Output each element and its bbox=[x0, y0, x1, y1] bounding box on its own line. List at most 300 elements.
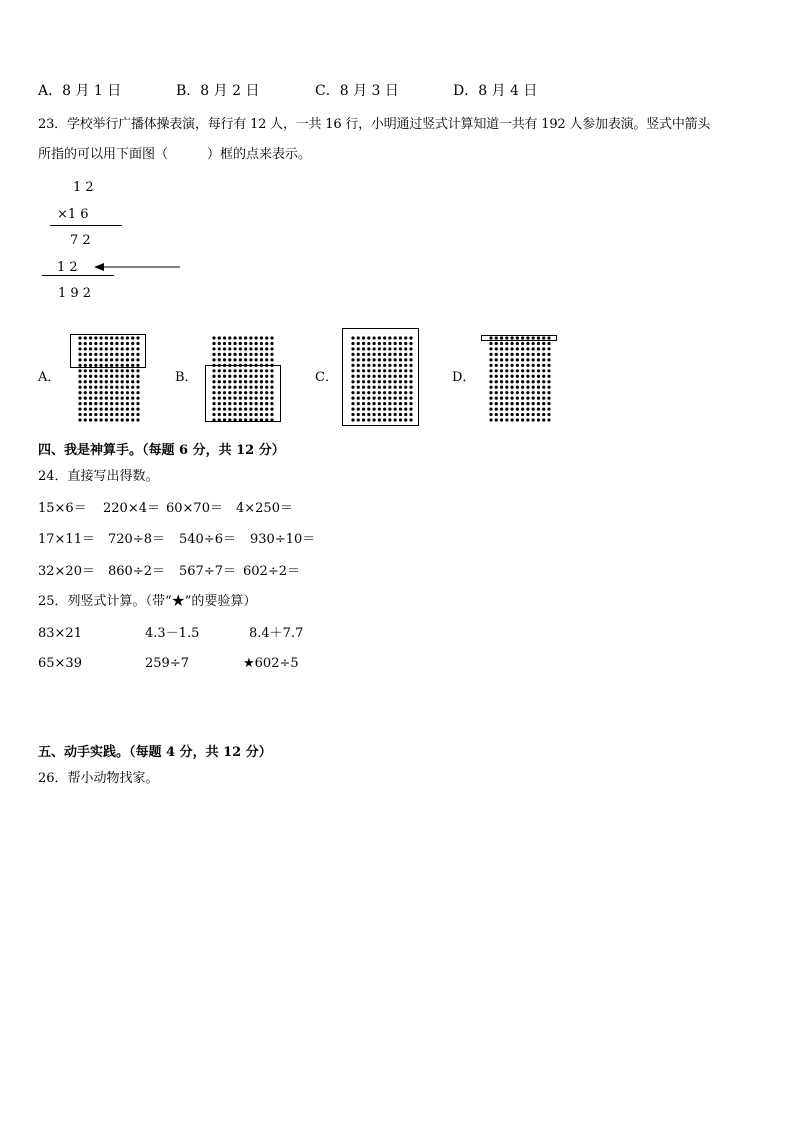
grid-dot bbox=[526, 369, 529, 372]
grid-dot bbox=[510, 358, 513, 361]
calc-r1-2: 220×4＝ bbox=[103, 501, 160, 516]
vertical-row-2: ×1 6 bbox=[57, 207, 89, 222]
grid-dot bbox=[500, 358, 503, 361]
grid-dot bbox=[516, 407, 519, 410]
grid-dot bbox=[547, 364, 550, 367]
grid-dot bbox=[115, 380, 118, 383]
vertical-line-2 bbox=[42, 275, 114, 276]
grid-dot bbox=[78, 418, 81, 421]
grid-dot bbox=[89, 380, 92, 383]
grid-dot bbox=[136, 391, 139, 394]
grid-dot bbox=[495, 391, 498, 394]
grid-dot bbox=[99, 386, 102, 389]
grid-dot bbox=[126, 418, 129, 421]
grid-dot bbox=[489, 342, 492, 345]
grid-dot bbox=[121, 402, 124, 405]
arrow-icon bbox=[92, 261, 184, 273]
grid-dot bbox=[542, 342, 545, 345]
grid-dot bbox=[94, 407, 97, 410]
grid-dot bbox=[78, 413, 81, 416]
grid-dot bbox=[115, 397, 118, 400]
grid-dot bbox=[223, 358, 226, 361]
grid-dot bbox=[131, 418, 134, 421]
grid-dot bbox=[110, 386, 113, 389]
grid-dot bbox=[89, 397, 92, 400]
grid-dot bbox=[136, 386, 139, 389]
grid-dot bbox=[500, 391, 503, 394]
grid-dot bbox=[516, 353, 519, 356]
grid-dot bbox=[239, 336, 242, 339]
grid-dot bbox=[131, 413, 134, 416]
grid-dot bbox=[532, 407, 535, 410]
grid-dot bbox=[131, 407, 134, 410]
grid-dot bbox=[249, 353, 252, 356]
grid-dot bbox=[495, 413, 498, 416]
grid-dot bbox=[233, 336, 236, 339]
grid-dot bbox=[489, 375, 492, 378]
grid-dot bbox=[131, 369, 134, 372]
vertical-row-1: 1 2 bbox=[73, 180, 94, 195]
grid-dot bbox=[228, 347, 231, 350]
grid-dot bbox=[537, 380, 540, 383]
q26-text: 26．帮小动物找家。 bbox=[38, 771, 159, 786]
grid-dot bbox=[78, 407, 81, 410]
grid-dot bbox=[78, 397, 81, 400]
grid-dot bbox=[532, 342, 535, 345]
grid-dot bbox=[126, 380, 129, 383]
grid-dot bbox=[516, 413, 519, 416]
option-c-label: C． bbox=[315, 370, 338, 385]
grid-dot bbox=[532, 386, 535, 389]
grid-dot bbox=[510, 342, 513, 345]
grid-dot bbox=[547, 407, 550, 410]
grid-dot bbox=[228, 358, 231, 361]
frame-b bbox=[205, 365, 281, 422]
grid-dot bbox=[521, 342, 524, 345]
grid-dot bbox=[489, 407, 492, 410]
grid-dot bbox=[244, 353, 247, 356]
grid-dot bbox=[516, 375, 519, 378]
grid-dot bbox=[532, 413, 535, 416]
grid-dot bbox=[270, 342, 273, 345]
grid-dot bbox=[542, 413, 545, 416]
vcalc-r2-3: ★602÷5 bbox=[243, 656, 299, 671]
grid-dot bbox=[495, 375, 498, 378]
grid-dot bbox=[260, 353, 263, 356]
grid-dot bbox=[516, 386, 519, 389]
grid-dot bbox=[239, 342, 242, 345]
grid-dot bbox=[510, 364, 513, 367]
grid-dot bbox=[218, 347, 221, 350]
grid-dot bbox=[516, 418, 519, 421]
calc-r2-2: 720÷8＝ bbox=[108, 532, 165, 547]
grid-dot bbox=[228, 336, 231, 339]
grid-dot bbox=[505, 342, 508, 345]
grid-dot bbox=[505, 358, 508, 361]
grid-dot bbox=[500, 418, 503, 421]
vertical-line-1 bbox=[50, 225, 122, 226]
grid-dot bbox=[84, 407, 87, 410]
grid-dot bbox=[94, 375, 97, 378]
grid-dot bbox=[105, 402, 108, 405]
grid-dot bbox=[547, 418, 550, 421]
grid-dot bbox=[115, 391, 118, 394]
grid-dot bbox=[542, 369, 545, 372]
grid-dot bbox=[105, 418, 108, 421]
grid-dot bbox=[115, 375, 118, 378]
grid-dot bbox=[244, 358, 247, 361]
grid-dot bbox=[99, 397, 102, 400]
grid-dot bbox=[239, 353, 242, 356]
grid-dot bbox=[505, 369, 508, 372]
grid-dot bbox=[537, 369, 540, 372]
grid-dot bbox=[526, 418, 529, 421]
grid-dot bbox=[495, 364, 498, 367]
grid-dot bbox=[136, 369, 139, 372]
grid-dot bbox=[542, 397, 545, 400]
grid-dot bbox=[537, 386, 540, 389]
grid-dot bbox=[516, 369, 519, 372]
grid-dot bbox=[89, 391, 92, 394]
grid-dot bbox=[115, 413, 118, 416]
grid-dot bbox=[99, 369, 102, 372]
grid-dot bbox=[521, 375, 524, 378]
grid-dot bbox=[115, 369, 118, 372]
grid-dot bbox=[78, 375, 81, 378]
grid-dot bbox=[105, 407, 108, 410]
grid-dot bbox=[489, 391, 492, 394]
grid-dot bbox=[78, 391, 81, 394]
grid-dot bbox=[505, 353, 508, 356]
grid-dot bbox=[126, 397, 129, 400]
grid-dot bbox=[537, 407, 540, 410]
grid-dot bbox=[94, 402, 97, 405]
grid-dot bbox=[99, 418, 102, 421]
q23-text-line2: 所指的可以用下面图（ ）框的点来表示。 bbox=[38, 147, 312, 162]
calc-r1-4: 4×250＝ bbox=[236, 501, 293, 516]
grid-dot bbox=[500, 353, 503, 356]
grid-dot bbox=[510, 386, 513, 389]
grid-dot bbox=[537, 353, 540, 356]
grid-dot bbox=[489, 386, 492, 389]
grid-dot bbox=[99, 380, 102, 383]
grid-dot bbox=[121, 380, 124, 383]
grid-dot bbox=[249, 342, 252, 345]
grid-dot bbox=[542, 353, 545, 356]
grid-dot bbox=[521, 386, 524, 389]
grid-dot bbox=[495, 353, 498, 356]
option-b-label: B． bbox=[175, 370, 198, 385]
vcalc-r1-2: 4.3－1.5 bbox=[145, 626, 200, 641]
grid-dot bbox=[547, 358, 550, 361]
grid-dot bbox=[521, 380, 524, 383]
grid-dot bbox=[547, 391, 550, 394]
option-c-prev: C．8 月 3 日 bbox=[315, 83, 399, 99]
vertical-row-4: 1 2 bbox=[57, 260, 78, 275]
vcalc-r1-3: 8.4＋7.7 bbox=[249, 626, 304, 641]
grid-dot bbox=[532, 347, 535, 350]
grid-dot bbox=[489, 358, 492, 361]
grid-dot bbox=[532, 418, 535, 421]
grid-dot bbox=[516, 391, 519, 394]
grid-dot bbox=[105, 386, 108, 389]
grid-dot bbox=[489, 369, 492, 372]
grid-dot bbox=[500, 386, 503, 389]
grid-dot bbox=[255, 347, 258, 350]
grid-dot bbox=[94, 386, 97, 389]
grid-dot bbox=[270, 353, 273, 356]
grid-dot bbox=[532, 375, 535, 378]
grid-dot bbox=[94, 391, 97, 394]
grid-dot bbox=[495, 347, 498, 350]
grid-dot bbox=[526, 353, 529, 356]
grid-dot bbox=[270, 358, 273, 361]
grid-dot bbox=[270, 347, 273, 350]
grid-dot bbox=[516, 380, 519, 383]
grid-dot bbox=[255, 358, 258, 361]
grid-dot bbox=[505, 364, 508, 367]
grid-dot bbox=[121, 407, 124, 410]
grid-dot bbox=[510, 375, 513, 378]
grid-dot bbox=[94, 369, 97, 372]
grid-dot bbox=[121, 369, 124, 372]
grid-dot bbox=[516, 358, 519, 361]
vcalc-r1-1: 83×21 bbox=[38, 626, 82, 641]
grid-dot bbox=[521, 391, 524, 394]
grid-dot bbox=[505, 375, 508, 378]
grid-dot bbox=[99, 402, 102, 405]
grid-dot bbox=[547, 375, 550, 378]
grid-dot bbox=[89, 369, 92, 372]
grid-dot bbox=[110, 413, 113, 416]
grid-dot bbox=[99, 391, 102, 394]
grid-dot bbox=[84, 402, 87, 405]
grid-dot bbox=[495, 397, 498, 400]
grid-dot bbox=[495, 358, 498, 361]
grid-dot bbox=[489, 413, 492, 416]
grid-dot bbox=[547, 353, 550, 356]
grid-dot bbox=[495, 418, 498, 421]
grid-dot bbox=[505, 347, 508, 350]
calc-r3-1: 32×20＝ bbox=[38, 564, 95, 579]
grid-dot bbox=[126, 369, 129, 372]
grid-dot bbox=[542, 391, 545, 394]
grid-dot bbox=[126, 413, 129, 416]
grid-dot bbox=[105, 380, 108, 383]
frame-d bbox=[481, 335, 557, 341]
q24-text: 24．直接写出得数。 bbox=[38, 469, 159, 484]
grid-dot bbox=[126, 407, 129, 410]
grid-dot bbox=[516, 364, 519, 367]
grid-dot bbox=[521, 353, 524, 356]
grid-dot bbox=[547, 413, 550, 416]
grid-dot bbox=[89, 418, 92, 421]
grid-dot bbox=[89, 407, 92, 410]
grid-dot bbox=[223, 353, 226, 356]
grid-dot bbox=[500, 364, 503, 367]
grid-dot bbox=[136, 407, 139, 410]
grid-dot bbox=[521, 358, 524, 361]
grid-dot bbox=[489, 397, 492, 400]
grid-dot bbox=[249, 358, 252, 361]
grid-dot bbox=[115, 402, 118, 405]
grid-dot bbox=[136, 418, 139, 421]
grid-dot bbox=[233, 358, 236, 361]
grid-dot bbox=[489, 353, 492, 356]
grid-dot bbox=[537, 347, 540, 350]
grid-dot bbox=[239, 358, 242, 361]
grid-dot bbox=[532, 369, 535, 372]
grid-dot bbox=[233, 342, 236, 345]
grid-dot bbox=[521, 364, 524, 367]
option-d-label: D． bbox=[452, 370, 476, 385]
grid-dot bbox=[537, 375, 540, 378]
grid-dot bbox=[510, 413, 513, 416]
grid-dot bbox=[500, 375, 503, 378]
grid-dot bbox=[542, 358, 545, 361]
grid-dot bbox=[89, 413, 92, 416]
grid-dot bbox=[542, 418, 545, 421]
grid-dot bbox=[495, 386, 498, 389]
grid-dot bbox=[505, 407, 508, 410]
grid-dot bbox=[505, 386, 508, 389]
grid-dot bbox=[94, 380, 97, 383]
grid-dot bbox=[500, 407, 503, 410]
q25-text: 25．列竖式计算。（带“★”的要验算） bbox=[38, 594, 257, 609]
grid-dot bbox=[521, 413, 524, 416]
grid-dot bbox=[505, 397, 508, 400]
grid-dot bbox=[105, 413, 108, 416]
frame-a bbox=[70, 334, 146, 368]
grid-dot bbox=[136, 375, 139, 378]
grid-dot bbox=[489, 380, 492, 383]
grid-dot bbox=[265, 347, 268, 350]
grid-dot bbox=[89, 375, 92, 378]
grid-dot bbox=[500, 342, 503, 345]
grid-dot bbox=[136, 380, 139, 383]
calc-r1-1: 15×6＝ bbox=[38, 501, 87, 516]
grid-dot bbox=[537, 391, 540, 394]
grid-dot bbox=[542, 386, 545, 389]
vcalc-r2-2: 259÷7 bbox=[145, 656, 189, 671]
grid-dot bbox=[131, 386, 134, 389]
grid-dot bbox=[526, 407, 529, 410]
grid-dot bbox=[521, 407, 524, 410]
grid-dot bbox=[212, 347, 215, 350]
grid-dot bbox=[89, 402, 92, 405]
grid-dot bbox=[136, 413, 139, 416]
grid-dot bbox=[526, 364, 529, 367]
frame-c bbox=[342, 328, 419, 426]
grid-dot bbox=[244, 336, 247, 339]
grid-dot bbox=[547, 380, 550, 383]
grid-dot bbox=[505, 391, 508, 394]
grid-dot bbox=[105, 375, 108, 378]
grid-dot bbox=[218, 336, 221, 339]
dot-grid-d bbox=[489, 336, 551, 422]
grid-dot bbox=[526, 375, 529, 378]
grid-dot bbox=[505, 380, 508, 383]
grid-dot bbox=[516, 397, 519, 400]
grid-dot bbox=[265, 353, 268, 356]
grid-dot bbox=[105, 397, 108, 400]
grid-dot bbox=[223, 336, 226, 339]
grid-dot bbox=[126, 386, 129, 389]
grid-dot bbox=[126, 391, 129, 394]
grid-dot bbox=[270, 336, 273, 339]
grid-dot bbox=[265, 336, 268, 339]
grid-dot bbox=[110, 397, 113, 400]
grid-dot bbox=[110, 402, 113, 405]
grid-dot bbox=[212, 342, 215, 345]
grid-dot bbox=[521, 347, 524, 350]
grid-dot bbox=[233, 353, 236, 356]
grid-dot bbox=[537, 358, 540, 361]
grid-dot bbox=[260, 358, 263, 361]
grid-dot bbox=[110, 375, 113, 378]
grid-dot bbox=[105, 391, 108, 394]
grid-dot bbox=[526, 397, 529, 400]
grid-dot bbox=[516, 342, 519, 345]
grid-dot bbox=[131, 402, 134, 405]
grid-dot bbox=[223, 342, 226, 345]
grid-dot bbox=[121, 386, 124, 389]
calc-r2-3: 540÷6＝ bbox=[179, 532, 236, 547]
grid-dot bbox=[500, 397, 503, 400]
grid-dot bbox=[136, 397, 139, 400]
grid-dot bbox=[110, 369, 113, 372]
option-a-prev: A．8 月 1 日 bbox=[38, 83, 122, 99]
grid-dot bbox=[500, 380, 503, 383]
grid-dot bbox=[121, 397, 124, 400]
grid-dot bbox=[495, 369, 498, 372]
grid-dot bbox=[526, 386, 529, 389]
grid-dot bbox=[212, 336, 215, 339]
grid-dot bbox=[547, 386, 550, 389]
grid-dot bbox=[495, 402, 498, 405]
grid-dot bbox=[537, 397, 540, 400]
grid-dot bbox=[121, 391, 124, 394]
grid-dot bbox=[115, 418, 118, 421]
grid-dot bbox=[78, 386, 81, 389]
grid-dot bbox=[510, 380, 513, 383]
grid-dot bbox=[223, 347, 226, 350]
grid-dot bbox=[121, 375, 124, 378]
grid-dot bbox=[255, 342, 258, 345]
option-a-label: A． bbox=[38, 370, 61, 385]
grid-dot bbox=[115, 386, 118, 389]
grid-dot bbox=[537, 402, 540, 405]
grid-dot bbox=[532, 353, 535, 356]
vertical-row-5: 1 9 2 bbox=[58, 286, 92, 301]
grid-dot bbox=[510, 353, 513, 356]
grid-dot bbox=[532, 380, 535, 383]
grid-dot bbox=[542, 364, 545, 367]
calc-r2-4: 930÷10＝ bbox=[250, 532, 316, 547]
grid-dot bbox=[542, 402, 545, 405]
grid-dot bbox=[547, 397, 550, 400]
calc-r1-3: 60×70＝ bbox=[166, 501, 223, 516]
grid-dot bbox=[84, 418, 87, 421]
grid-dot bbox=[526, 347, 529, 350]
grid-dot bbox=[249, 336, 252, 339]
grid-dot bbox=[84, 413, 87, 416]
grid-dot bbox=[260, 347, 263, 350]
grid-dot bbox=[121, 413, 124, 416]
grid-dot bbox=[94, 413, 97, 416]
grid-dot bbox=[89, 386, 92, 389]
vcalc-r2-1: 65×39 bbox=[38, 656, 82, 671]
